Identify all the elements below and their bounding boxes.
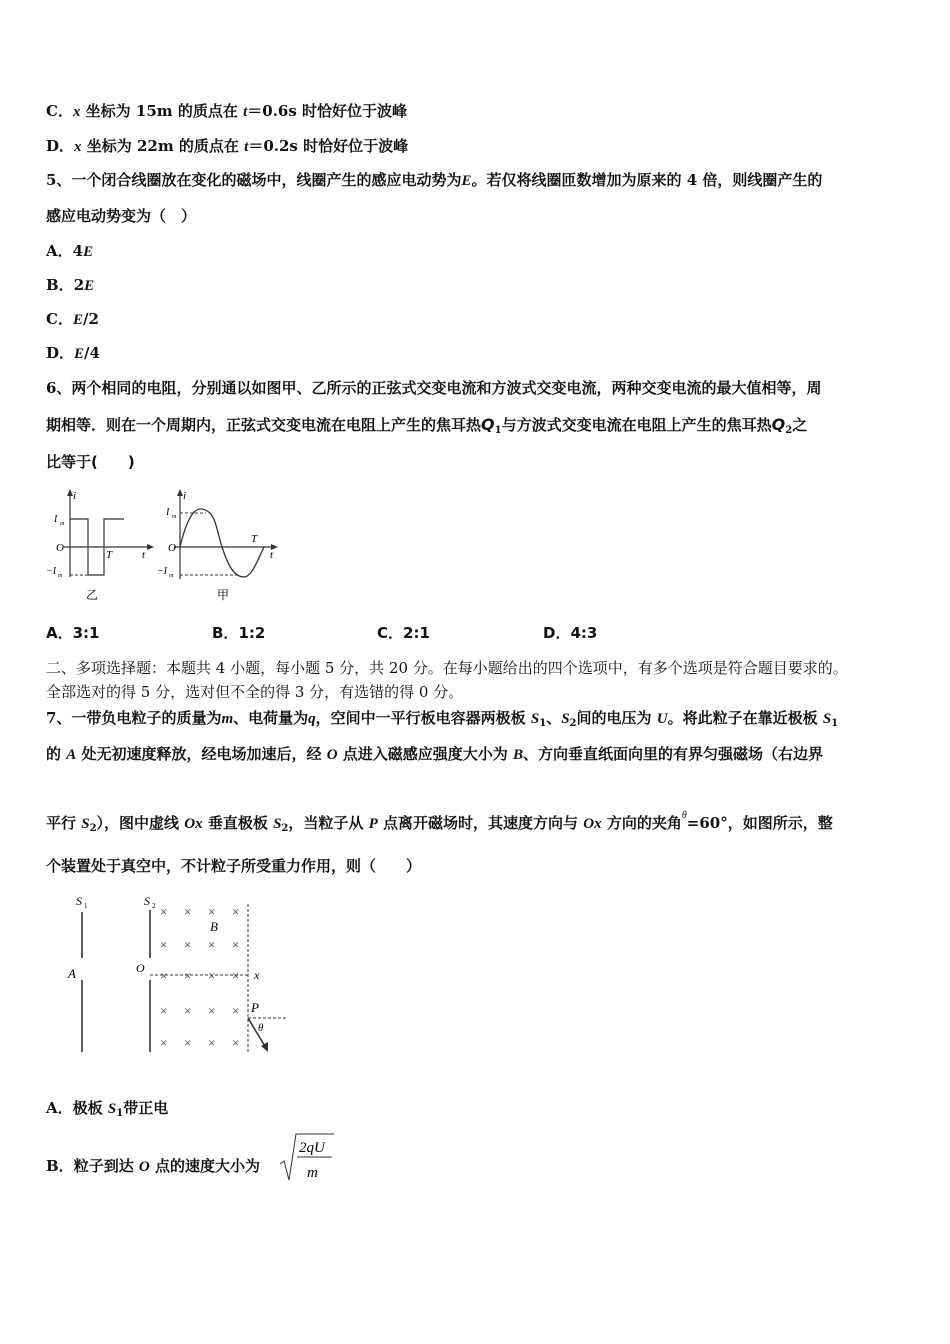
magnetic-field-crosses (160, 904, 239, 1050)
q7-option-a: A．极板 $S_1$带正电 (46, 1099, 169, 1119)
numerator: 2qU (299, 1140, 325, 1156)
o-label: O (136, 961, 145, 975)
svg-text:×: × (232, 937, 240, 952)
q5-option-b: B．2E (46, 276, 95, 294)
svg-text:×: × (184, 1003, 192, 1018)
T-label: T (251, 533, 258, 545)
i-label: i (73, 490, 77, 502)
theta-label: θ (258, 1022, 264, 1034)
svg-text:×: × (208, 1035, 216, 1050)
neg-Im-label: −I (46, 566, 57, 577)
t-label: t (270, 549, 274, 561)
capacitor-magnetic-field-figure (46, 888, 296, 1060)
svg-text:×: × (208, 904, 216, 919)
option-d-line: D．x 坐标为 22m 的质点在 t＝0.2s 时恰好位于波峰 (46, 137, 409, 155)
svg-text:×: × (184, 1035, 192, 1050)
svg-text:×: × (184, 937, 192, 952)
neg-Im-label: −I (157, 566, 168, 577)
svg-text:×: × (160, 968, 168, 983)
neg-Im-sub: m (58, 573, 63, 579)
s1-sub: 1 (84, 902, 88, 910)
exit-arrowhead (261, 1042, 268, 1052)
sine-wave-figure (156, 485, 282, 605)
svg-text:×: × (184, 968, 192, 983)
caption-yi: 乙 (86, 588, 99, 602)
svg-text:×: × (208, 937, 216, 952)
square-wave-figure (46, 485, 156, 605)
option-label: D． (46, 137, 75, 155)
question-5-text: 5、一个闭合线圈放在变化的磁场中，线圈产生的感应电动势为E。若仅将线圈匝数增加为原来的 4 倍，则线圈产生的 (46, 171, 823, 189)
svg-text:×: × (160, 1003, 168, 1018)
x-label: x (254, 968, 260, 982)
caption-jia: 甲 (217, 588, 230, 602)
q6-option-b: B．1:2 (212, 624, 266, 642)
denominator: m (307, 1165, 318, 1181)
q6-option-a: A．3:1 (46, 624, 100, 642)
section-2-heading-2: 全部选对的得 5 分，选对但不全的得 3 分，有选错的得 0 分。 (46, 683, 464, 701)
question-7-text-4: 个装置处于真空中，不计粒子所受重力作用，则（ ） (46, 857, 422, 875)
svg-text:×: × (208, 968, 216, 983)
svg-text:×: × (160, 937, 168, 952)
svg-text:×: × (184, 904, 192, 919)
question-7-text-2: 的 A 处无初速度释放，经电场加速后，经 O 点进入磁感应强度大小为 B、方向垂直纸面向里的有界匀强磁场（右边界 (46, 745, 824, 763)
q5-option-c: C．E/2 (46, 310, 99, 328)
svg-text:×: × (232, 1003, 240, 1018)
x-axis-arrow (147, 544, 154, 550)
neg-Im-sub: m (169, 573, 174, 579)
b-label: B (210, 919, 218, 934)
s1-label: S (76, 894, 82, 908)
s2-label: S (144, 894, 150, 908)
question-7-text: 7、一带负电粒子的质量为m、电荷量为q，空间中一平行板电容器两极板 $S_1$、$S_2$间的电压为 U。将此粒子在靠近极板 $S_1$ (46, 709, 839, 729)
q6-option-d: D．4:3 (543, 624, 598, 642)
svg-text:×: × (232, 968, 240, 983)
Im-label: I (166, 507, 170, 518)
svg-text:×: × (232, 904, 240, 919)
p-label: P (251, 1000, 259, 1015)
a-label: A (68, 966, 76, 981)
s2-sub: 2 (152, 902, 156, 910)
svg-text:×: × (208, 1003, 216, 1018)
svg-text:×: × (160, 904, 168, 919)
question-6-text: 6、两个相同的电阻，分别通以如图甲、乙所示的正弦式交变电流和方波式交变电流，两种交变电流的最大值相等，周 (46, 379, 822, 397)
q7-option-b: B．粒子到达 O 点的速度大小为 (46, 1157, 260, 1175)
q5-option-d: D．E/4 (46, 344, 100, 362)
O-label: O (168, 542, 176, 554)
i-label: i (183, 490, 187, 502)
section-2-heading: 二、多项选择题：本题共 4 小题，每小题 5 分，共 20 分。在每小题给出的四个选项中，有多个选项是符合题目要求的。 (46, 659, 848, 677)
question-6-text-2: 期相等．则在一个周期内，正弦式交变电流在电阻上产生的焦耳热$Q_1$与方波式交变电流在电阻上产生的焦耳热$Q_2$之 (46, 415, 808, 436)
O-label: O (56, 542, 64, 554)
q6-option-c: C．2:1 (377, 624, 430, 642)
option-label: C． (46, 102, 73, 120)
Im-sub: m (60, 521, 65, 527)
option-c-line: C．x 坐标为 15m 的质点在 t＝0.6s 时恰好位于波峰 (46, 102, 408, 120)
question-6-text-3: 比等于( ) (46, 453, 135, 471)
Im-label: I (54, 514, 58, 525)
sqrt-formula (278, 1130, 338, 1184)
Im-sub: m (172, 514, 177, 520)
question-5-text-2: 感应电动势变为（ ） (46, 207, 197, 225)
svg-text:×: × (160, 1035, 168, 1050)
t-label: t (142, 549, 146, 561)
q5-option-a: A．4E (46, 242, 94, 260)
svg-text:×: × (232, 1035, 240, 1050)
question-7-text-3: 平行 $S_2$），图中虚线 Ox 垂直极板 $S_2$，当粒子从 P 点离开磁场时，其速度方向与 Ox 方向的夹角$^\theta$=60°，如图所示，整 (46, 810, 833, 834)
T-label: T (106, 549, 113, 561)
